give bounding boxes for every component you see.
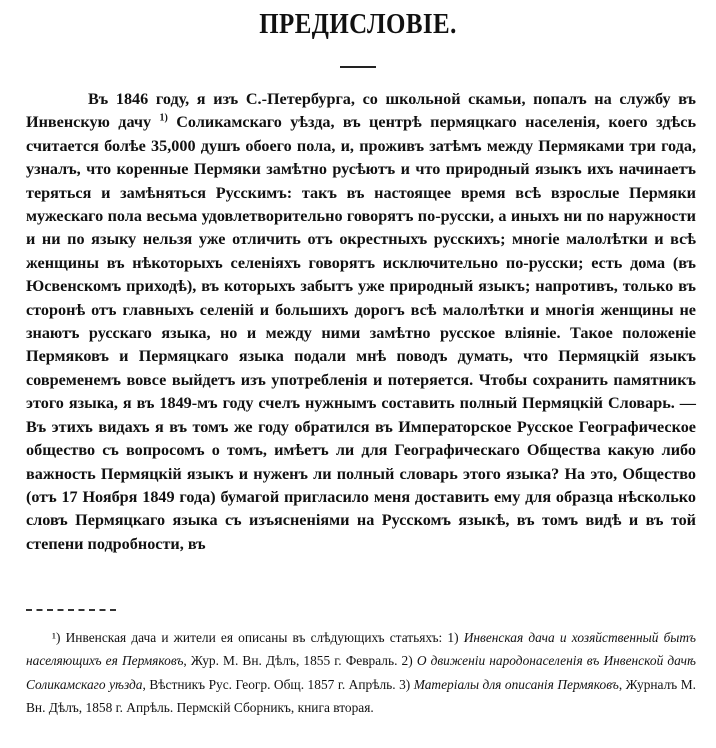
footnote-separator: [26, 609, 116, 611]
footnote-title-2: О движеніи народонаселенія въ Инвенской дачѣ Соликамскаго уѣзда: [26, 653, 696, 692]
footnote-marker: ¹): [52, 630, 61, 645]
footnote: [26, 626, 696, 720]
footnote-text-2: , Жур. М. Вн. Дѣлъ, 1855 г. Февраль. 2): [183, 653, 417, 669]
paragraph-text-start: Въ 1846 году, я изъ С.-Петербурга, со школьной скамьи, попалъ на службу въ Инвенскую дачу: [26, 90, 696, 132]
footnote-title-3: Матеріалы для описанія Пермяковъ: [413, 676, 619, 692]
footnote-title-1: Инвенская дача и хозяйственный бытъ населяющихъ ея Пермяковъ: [26, 630, 696, 669]
footnote-text-1: Инвенская дача и жители ея описаны въ слѣдующихъ статьяхъ: 1): [60, 630, 464, 645]
footnote-text-4: , Журналъ М. Вн. Дѣлъ, 1858 г. Апрѣль. Пермскій Сборникъ, книга вторая.: [26, 676, 696, 716]
footnote-reference: 1): [159, 113, 168, 125]
paragraph-text-rest: Соликамскаго уѣзда, въ центрѣ пермяцкаго населенія, коего здѣсь считается болѣе 35,000 душъ обоего пола, и, проживъ затѣмъ между Пермяками три года, узналъ, что коренные Пермяки замѣтно русѣютъ и что природный языкъ ихъ начинаетъ теряться и замѣняться Русскимъ: такъ въ настоящее время всѣ взрослые Пермяки мужескаго пола весьма удовлетворительно говорятъ по-русски, а иныхъ ни по наружности и ни по языку нельзя уже отличить отъ окрестныхъ русскихъ; многіе малолѣтки и всѣ женщины въ нѣкоторыхъ селеніяхъ говорятъ исключительно по-русски; есть дома (въ Юсвенскомъ приходѣ), въ которыхъ забытъ уже природный языкъ; напротивъ, только въ сторонѣ отъ главныхъ селеній и большихъ дорогъ всѣ малолѣтки и многія женщины не знаютъ русскаго языка, но и между ними замѣтно русское вліяніе. Такое положеніе Пермяковъ и Пермяцкаго языка подали мнѣ поводъ думать, что Пермяцкій языкъ современемъ вовсе выйдетъ изъ употребленія и потеряется. Чтобы сохранить памятникъ этого языка, я въ 1849-мъ году счелъ нужнымъ составить полный Пермяцкій Словарь. — Въ этихъ видахъ я въ томъ же году обратился въ Императорское Русское Географическое общество съ вопросомъ о томъ, имѣетъ ли для Географическаго Общества какую либо важность Пермяцкій языкъ и нуженъ ли полный словарь этого языка? На это, Общество (отъ 17 Ноября 1849 года) бумагой пригласило меня доставить ему для образца нѣсколько словъ Пермяцкаго языка съ изъясненіями на Русскомъ языкѣ, въ томъ видѣ и въ той степени подробности, въ: [26, 113, 697, 553]
preface-paragraph: [26, 88, 696, 556]
footnote-text-3: , Вѣстникъ Рус. Геогр. Общ. 1857 г. Апрѣль. 3): [142, 676, 414, 692]
title-divider: [340, 66, 376, 68]
page-title: ПРЕДИСЛОВІЕ.: [259, 8, 457, 40]
